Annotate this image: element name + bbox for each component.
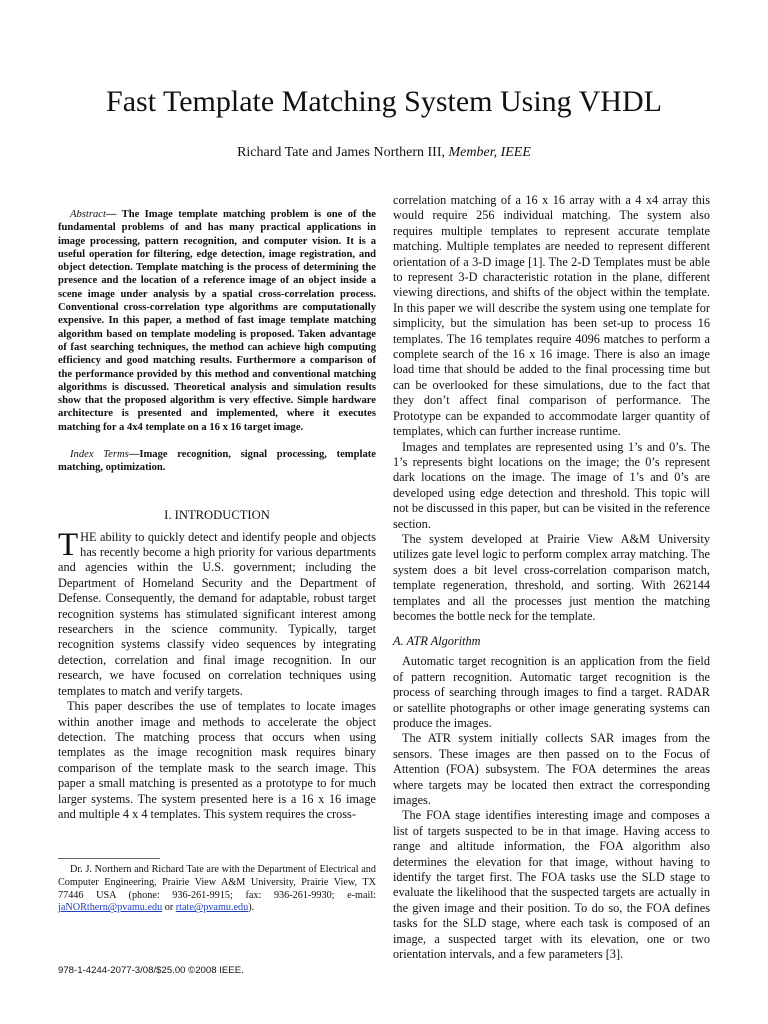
author-footnote xyxy=(58,864,376,915)
abstract-label: Abstract xyxy=(70,209,106,220)
footnote-end: ). xyxy=(248,902,255,914)
index-terms xyxy=(58,448,376,475)
intro-paragraph-1 xyxy=(58,526,376,699)
left-column xyxy=(58,208,376,822)
section-heading-introduction: I. INTRODUCTION xyxy=(164,507,270,522)
drop-cap: T xyxy=(58,526,79,563)
author-affiliation: Member, IEEE xyxy=(448,145,531,160)
right-paragraph-5: The ATR system initially collects SAR images from the sensors. These images are then passed on to the Focus of Attention (FOA) subsystem. The FOA determines the areas where targets may be located then extract the corresponding images. xyxy=(393,731,710,808)
right-paragraph-1: correlation matching of a 16 x 16 array with a 4 x4 array this would require 256 individual matching. The system also requires multiple templates to represent accurate template matching. Multiple templates are needed to represent different orientation of a 3-D image [1]. The 2-D Templates must be able to represent 3-D characteristic rotation in the plane, different viewing directions, and shifts of the object within the template. In this paper we will describe the system using one template for simplicity, but the simulation has been set-up to process 16 templates. The 16 templates require 4096 matches to perform a complete search of the 16 x 16 image. There is also an image load time that should be added to the final processing time but can be overlooked for these simulations, due to the fact that they don’t affect final comparison of performance. The Prototype can be expanded to accommodate larger quantity of templates, which can further increase runtime. xyxy=(393,193,710,439)
footnote-divider xyxy=(58,858,160,859)
abstract xyxy=(58,208,376,434)
right-paragraph-3: The system developed at Prairie View A&M University utilizes gate level logic to perform complex array matching. The system does a bit level cross-correlation comparison match, template regeneration, threshold, and sorting. With 262144 templates and all the processes just mention the matching becomes the bottle neck for the template. xyxy=(393,531,710,623)
email-link-northern[interactable]: jaNORthern@pvamu.edu xyxy=(58,902,163,914)
intro-paragraph-2: This paper describes the use of templates to locate images within another image and methods to accelerate the object detection. The matching process that occurs when using templates as the image recognition mask requires binary comparison of the template mask to the search image. This paper a small matching is presented as a prototype to for much larger systems. The system presented here is a 16 x 16 image and multiple 4 x 4 templates. This system requires the cross- xyxy=(58,699,376,821)
author-line xyxy=(0,144,768,162)
copyright-notice: 978-1-4244-2077-3/08/$25.00 ©2008 IEEE. xyxy=(58,965,244,976)
footnote-text: Dr. J. Northern and Richard Tate are with the Department of Electrical and Computer Engineering, Prairie View A&M University, Prairie View, TX 77446 USA (phone: 936-261-9915; fax: 936-261-9930; e-mail: xyxy=(58,864,376,901)
abstract-text: — The Image template matching problem is one of the fundamental problems of and has many practical applications in image processing, pattern recognition, and computer vision. It is a useful operation for filtering, edge detection, image registration, and object detection. Template matching is the process of determining the presence and the location of a reference image of an object inside a scene image under analysis by a spatial cross-correlation process. Conventional cross-correlation type algorithms are computationally expensive. In this paper, a method of fast image template matching algorithm based on template modeling is proposed. Taken advantage of fast searching techniques, the method can achieve high computing efficiency and good matching results. Furthermore a comparison of the performance provided by this method and conventional matching algorithms is discussed. Theoretical analysis and simulation results show that the proposed algorithm is very effective. Simple hardware architecture is presented and implemented, where it executes matching for a 4x4 template on a 16 x 16 target image. xyxy=(58,209,376,433)
right-paragraph-6: The FOA stage identifies interesting image and composes a list of targets suspected to be in that image. Having access to range and altitude information, the FOA algorithm also determines the elevation for that image, without having to identify the target first. The FOA tasks use the SLD stage to evaluate the likelihood that the suspected targets are actually in the given image and their position. To do so, the FOA defines tasks for the SLD stage, where each task is composed of an image, a suspected target with its elevation, one or two orientation intervals, and a few parameters [3]. xyxy=(393,808,710,962)
footnote-or: or xyxy=(162,902,176,914)
paper-title: Fast Template Matching System Using VHDL xyxy=(106,85,662,118)
right-paragraph-4: Automatic target recognition is an application from the field of pattern recognition. Automatic target recognition is the process of searching through images to find a target. RADAR or satellite photographs or other image generating systems can produce the images. xyxy=(393,654,710,730)
right-column xyxy=(393,193,710,963)
index-terms-text: —Image recognition, signal processing, template matching, optimization. xyxy=(58,449,376,474)
subsection-heading-atr: A. ATR Algorithm xyxy=(393,634,481,649)
author-names: Richard Tate and James Northern III, xyxy=(237,145,445,160)
index-terms-label: Index Terms xyxy=(70,449,129,461)
intro-paragraph-1-text: HE ability to quickly detect and identify people and objects has recently become a high priority for various departments and agencies within the U.S. government; including the Department of Homeland Security and the Department of Defense. Consequently, the demand for adaptable, robust target recognition systems has stimulated significant interest among researchers in the science community. Typically, target recognition systems classify video sequences by integrating detection, correlation and final image recognition. In our research, we have focused on correlation techniques using templates to match and verify targets. xyxy=(58,529,376,698)
right-paragraph-2: Images and templates are represented using 1’s and 0’s. The 1’s represents bight locations on the image; the 0’s represent dark locations on the image. The image of 1’s and 0’s are developed using edge detection and threshold. This topic will not be discussed in this paper, but can be visited in the reference section. xyxy=(393,439,710,531)
email-link-tate[interactable]: rtate@pvamu.edu xyxy=(175,902,249,914)
